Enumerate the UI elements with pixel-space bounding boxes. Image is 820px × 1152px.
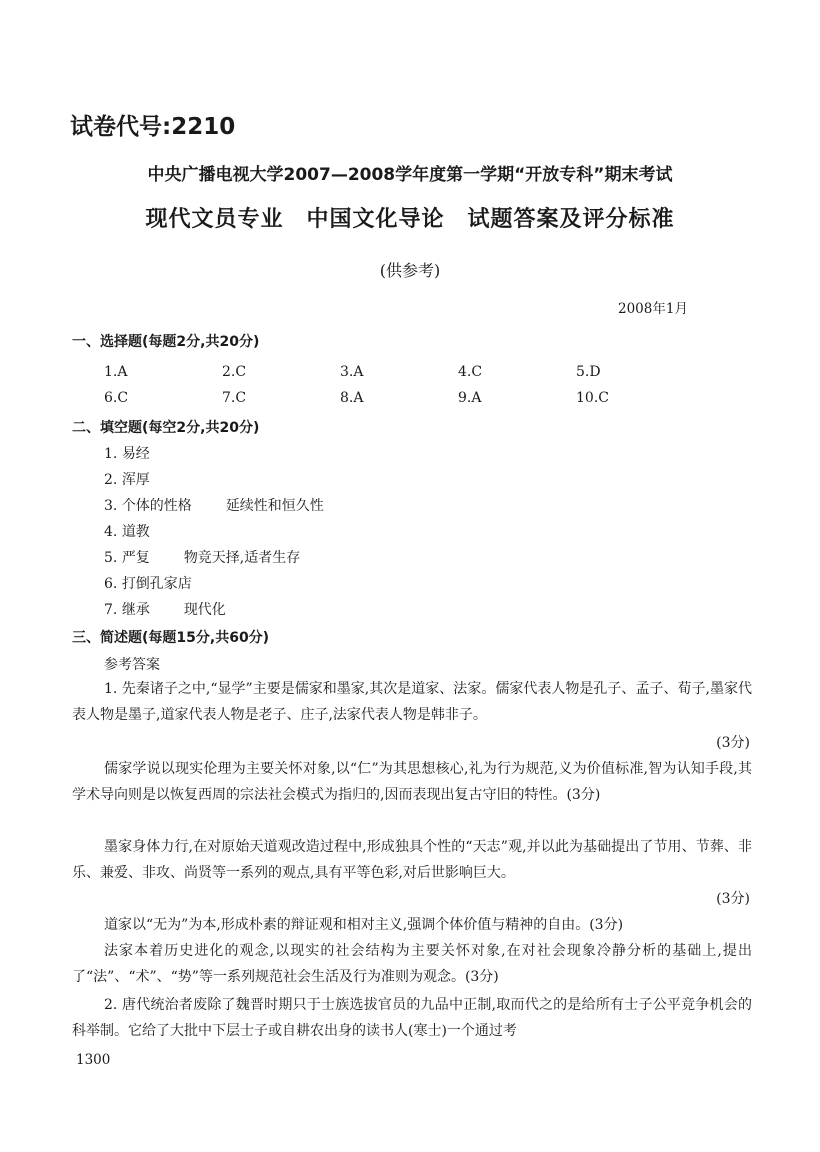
fill-item	[104, 495, 324, 515]
item-answer: 打倒孔家店	[121, 576, 192, 592]
exam-title: 中央广播电视大学2007—2008学年度第一学期“开放专科”期末考试	[147, 165, 673, 185]
fill-item	[104, 599, 226, 619]
section1-heading: 一、选择题(每题2分,共20分)	[72, 334, 260, 350]
page-number: 1300	[76, 1052, 111, 1068]
mc-answers-row-2	[104, 390, 694, 406]
answer-paragraph: 墨家身体力行,在对原始天道观改造过程中,形成独具个性的“天志”观,并以此为基础提出了节用、节葬、非乐、兼爱、非攻、尚贤等一系列的观点,具有平等色彩,对后世影响巨大。	[72, 839, 752, 881]
mc-answer: 5.D	[576, 364, 601, 380]
mc-answer: 10.C	[576, 390, 609, 406]
section3-heading: 三、简述题(每题15分,共60分)	[72, 630, 270, 646]
mc-answer: 2.C	[222, 364, 247, 380]
mc-answers-row-1	[104, 364, 694, 380]
item-answer-2: 物竞天择,适者生存	[183, 550, 301, 566]
answer-paragraph: 道家以“无为”为本,形成朴素的辩证观和相对主义,强调个体价值与精神的自由。(3分)	[104, 917, 624, 933]
item-answer: 个体的性格	[121, 498, 192, 514]
item-number: 1.	[104, 446, 118, 462]
answer-paragraph: 1. 先秦诸子之中,“显学”主要是儒家和墨家,其次是道家、法家。儒家代表人物是孔子、孟子、荀子,墨家代表人物是墨子,道家代表人物是老子、庄子,法家代表人物是韩非子。	[72, 681, 752, 723]
mc-answer: 4.C	[458, 364, 483, 380]
item-answer: 继承	[121, 602, 150, 618]
fill-item	[104, 443, 150, 463]
section2-heading: 二、填空题(每空2分,共20分)	[72, 420, 260, 436]
mc-answer: 7.C	[222, 390, 247, 406]
item-number: 7.	[104, 602, 118, 618]
answer-paragraph: 2. 唐代统治者废除了魏晋时期只于士族选拔官员的九品中正制,取而代之的是给所有士子公平竞争机会的科举制。它给了大批中下层士子或自耕农出身的读书人(寒士)一个通过考	[72, 997, 752, 1039]
mc-answer: 1.A	[104, 364, 128, 380]
reference-answer-label: 参考答案	[104, 657, 160, 673]
item-number: 5.	[104, 550, 118, 566]
answer-paragraph: 法家本着历史进化的观念,以现实的社会结构为主要关怀对象,在对社会现象冷静分析的基础上,提出了“法”、“术”、“势”等一系列规范社会生活及行为准则为观念。(3分)	[72, 943, 752, 985]
item-answer: 严复	[121, 550, 150, 566]
mc-answer: 3.A	[340, 364, 364, 380]
item-number: 4.	[104, 524, 118, 540]
mc-answer: 9.A	[458, 390, 482, 406]
score-note: (3分)	[716, 891, 750, 907]
item-answer: 易经	[121, 446, 150, 462]
item-answer: 浑厚	[121, 472, 150, 488]
answer-paragraph: 儒家学说以现实伦理为主要关怀对象,以“仁”为其思想核心,礼为行为规范,义为价值标准,智为认知手段,其学术导向则是以恢复西周的宗法社会模式为指归的,因而表现出复古守旧的特性。(3分)	[72, 761, 752, 803]
fill-item	[104, 573, 192, 593]
item-number: 6.	[104, 576, 118, 592]
item-answer-2: 延续性和恒久性	[225, 498, 324, 514]
reference-note: (供参考)	[379, 261, 441, 280]
exam-subtitle: 现代文员专业 中国文化导论 试题答案及评分标准	[145, 207, 675, 232]
item-number: 3.	[104, 498, 118, 514]
item-answer: 道教	[121, 524, 150, 540]
fill-item	[104, 547, 300, 567]
fill-item	[104, 521, 150, 541]
mc-answer: 8.A	[340, 390, 364, 406]
score-note: (3分)	[716, 735, 750, 751]
exam-code: 试卷代号:2210	[70, 114, 236, 140]
fill-item	[104, 469, 150, 489]
item-answer-2: 现代化	[183, 602, 226, 618]
item-number: 2.	[104, 472, 118, 488]
exam-date: 2008年1月	[618, 301, 688, 317]
mc-answer: 6.C	[104, 390, 129, 406]
